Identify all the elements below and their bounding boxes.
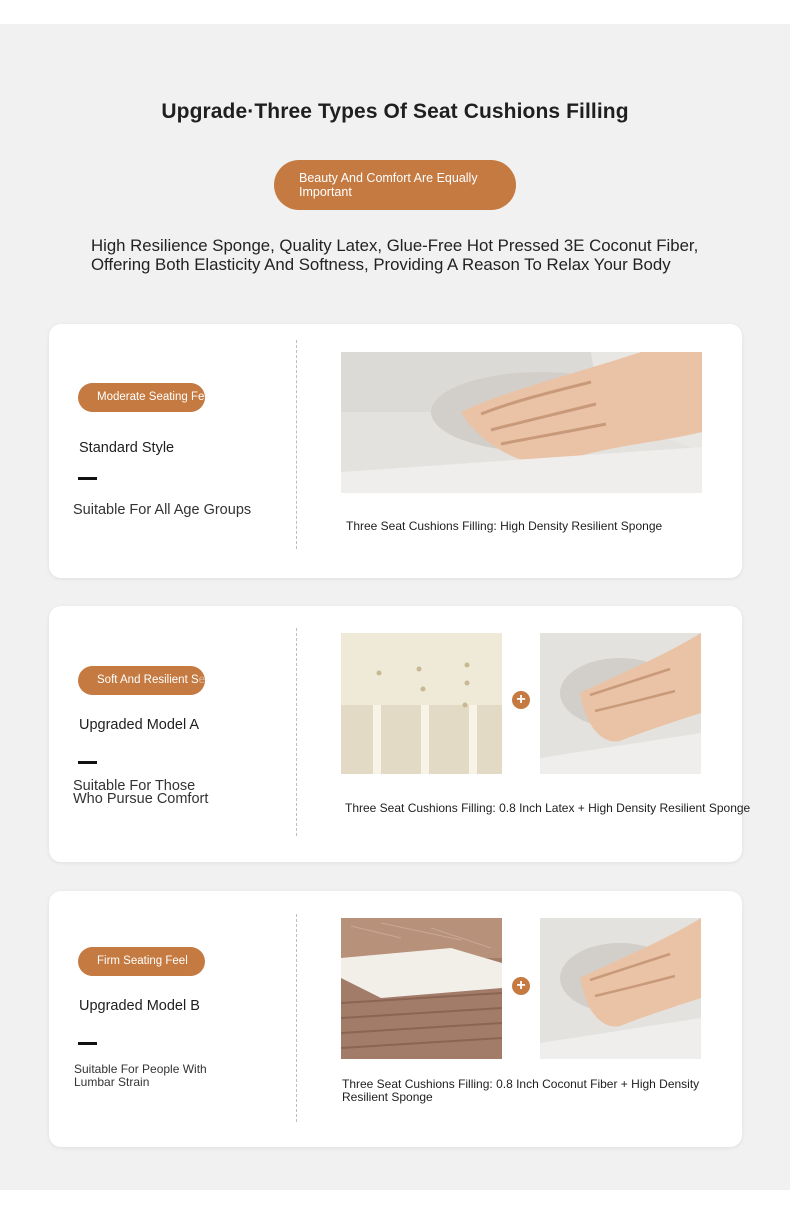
suitable-for-line: Suitable For Those <box>73 778 196 794</box>
suitable-for <box>73 504 251 517</box>
seating-feel-badge <box>78 383 214 412</box>
page-title: Upgrade·Three Types Of Seat Cushions Filling <box>161 100 629 123</box>
seating-feel-badge <box>78 947 205 976</box>
seating-feel-badge <box>78 666 256 695</box>
sponge-hand-photo <box>540 633 701 774</box>
plus-icon: + <box>512 691 530 709</box>
sponge-hand-photo <box>341 352 702 493</box>
page-subtitle <box>91 236 751 274</box>
sponge-hand-photo <box>540 918 701 1059</box>
divider-dash <box>78 761 97 764</box>
cushion-card-model-a <box>49 606 751 862</box>
comfort-badge: Beauty And Comfort Are Equally Important <box>274 160 516 210</box>
divider-dash <box>78 1042 97 1045</box>
dashed-divider <box>296 340 297 549</box>
filling-caption: Three Seat Cushions Filling: High Density Resilient Sponge <box>346 519 663 533</box>
suitable-for <box>73 780 208 806</box>
suitable-for-line: Suitable For All Age Groups <box>73 502 252 518</box>
coconut-fiber-photo <box>341 918 502 1059</box>
seating-feel-text: Soft And Resilient S <box>97 674 199 686</box>
dashed-divider <box>296 914 297 1122</box>
dashed-divider <box>296 628 297 836</box>
filling-caption: Three Seat Cushions Filling: 0.8 Inch Latex + High Density Resilient Sponge <box>345 801 751 815</box>
cushion-card-standard <box>49 324 742 578</box>
filling-caption-line: Three Seat Cushions Filling: 0.8 Inch Coconut Fiber + High Density <box>342 1077 700 1091</box>
model-name: Upgraded Model B <box>79 998 200 1014</box>
divider-dash <box>78 477 97 480</box>
seating-feel-overflow: eating Feel <box>198 674 256 686</box>
suitable-for-line: Suitable For People With <box>74 1062 207 1076</box>
subtitle-line: Offering Both Elasticity And Softness, Providing A Reason To Relax Your Body <box>91 255 671 274</box>
plus-icon: + <box>512 977 530 995</box>
filling-caption-line: Resilient Sponge <box>342 1090 433 1104</box>
seating-feel-text: Firm Seating Feel <box>97 955 188 967</box>
suitable-for-line: Lumbar Strain <box>74 1075 150 1089</box>
seating-feel-text: Moderate Seating Fe <box>97 391 205 403</box>
suitable-for <box>74 1063 207 1089</box>
subtitle-line: High Resilience Sponge, Quality Latex, Glue-Free Hot Pressed 3E Coconut Fiber, <box>91 236 699 255</box>
latex-photo <box>341 633 502 774</box>
cushion-card-model-b <box>49 891 742 1147</box>
seating-feel-overflow: el <box>204 391 214 403</box>
model-name: Standard Style <box>79 440 175 456</box>
filling-caption <box>342 1078 722 1104</box>
model-name: Upgraded Model A <box>79 717 200 733</box>
suitable-for-line: Who Pursue Comfort <box>73 791 209 807</box>
